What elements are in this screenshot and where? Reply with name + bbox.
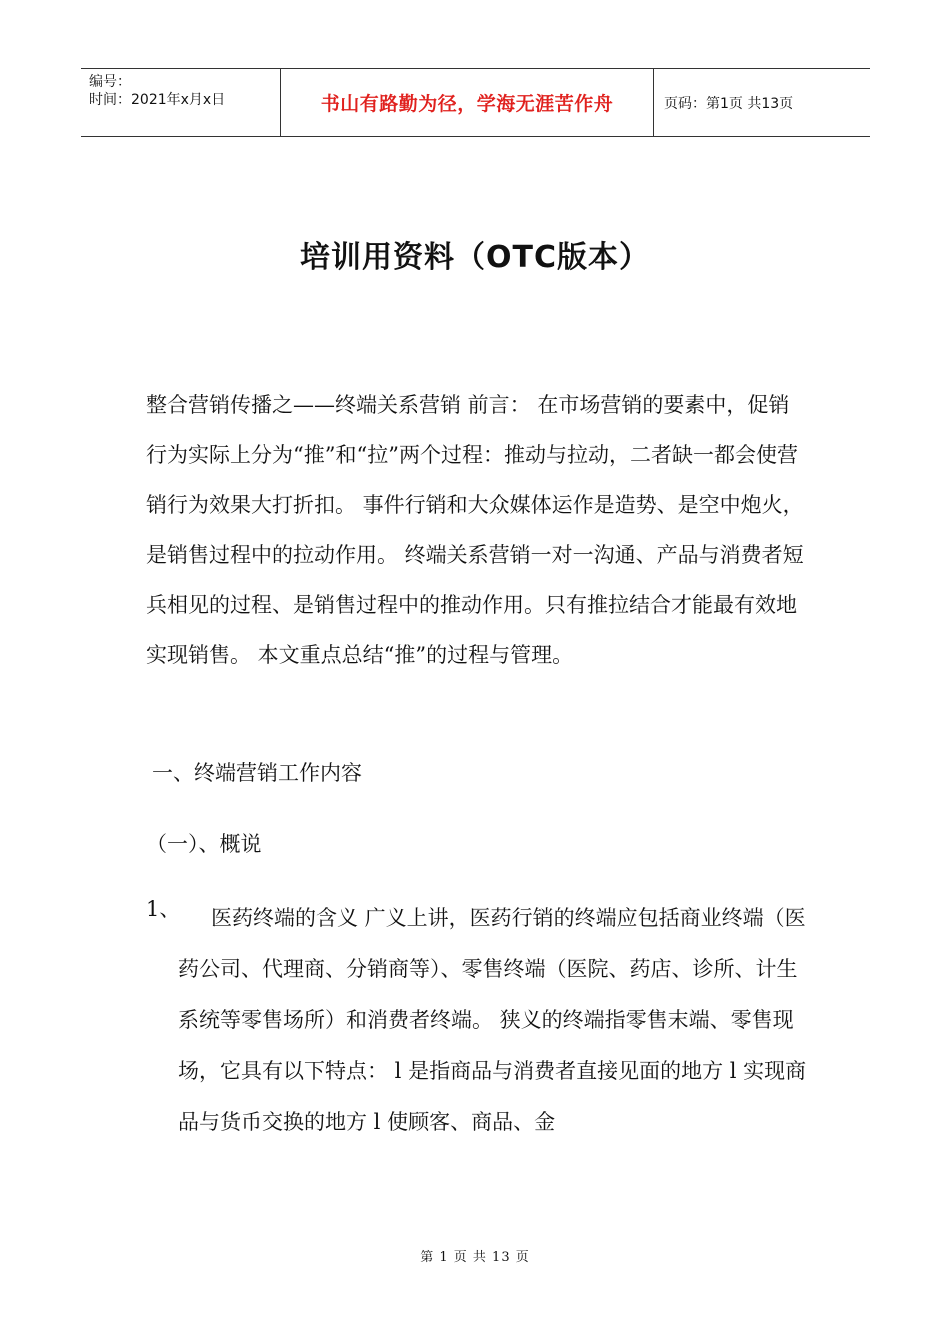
header-motto: 书山有路勤为径，学海无涯苦作舟 — [320, 93, 614, 115]
page-footer: 第 1 页 共 13 页 — [420, 1250, 530, 1265]
header-meta — [81, 69, 281, 136]
header-page-info: 页码：第1页 共13页 — [664, 95, 794, 112]
section-heading: 一、终端营销工作内容 — [152, 761, 362, 785]
serial-number-label: 编号： — [89, 74, 131, 90]
document-title: 培训用资料（OTC版本） — [300, 240, 650, 275]
header-motto-cell — [281, 69, 654, 136]
list-item-text: 医药终端的含义 广义上讲，医药行销的终端应包括商业终端（医药公司、代理商、分销商等）、零售终端（医院、药店、诊所、计生系统等零售场所）和消费者终端。 狭义的终端指零售末端、零售现场，它具有以下特点： l 是指商品与消费者直接见面的地方 l 实现商品与货币交换的地方 l 使顾客、商品、金 — [178, 906, 807, 1134]
date-label: 时间：2021年x月x日 — [89, 92, 226, 108]
intro-paragraph: 整合营销传播之——终端关系营销 前言： 在市场营销的要素中，促销行为实际上分为“推”和“拉”两个过程：推动与拉动，二者缺一都会使营销行为效果大打折扣。 事件行销和大众媒体运作是造势、是空中炮火，是销售过程中的拉动作用。 终端关系营销一对一沟通、产品与消费者短兵相见的过程、是销售过程中的推动作用。只有推拉结合才能最有效地实现销售。 本文重点总结“推”的过程与管理。 — [146, 393, 804, 667]
list-item-number: 1、 — [146, 897, 181, 921]
subsection-heading: （一）、概说 — [146, 832, 262, 856]
document-header — [81, 68, 870, 137]
